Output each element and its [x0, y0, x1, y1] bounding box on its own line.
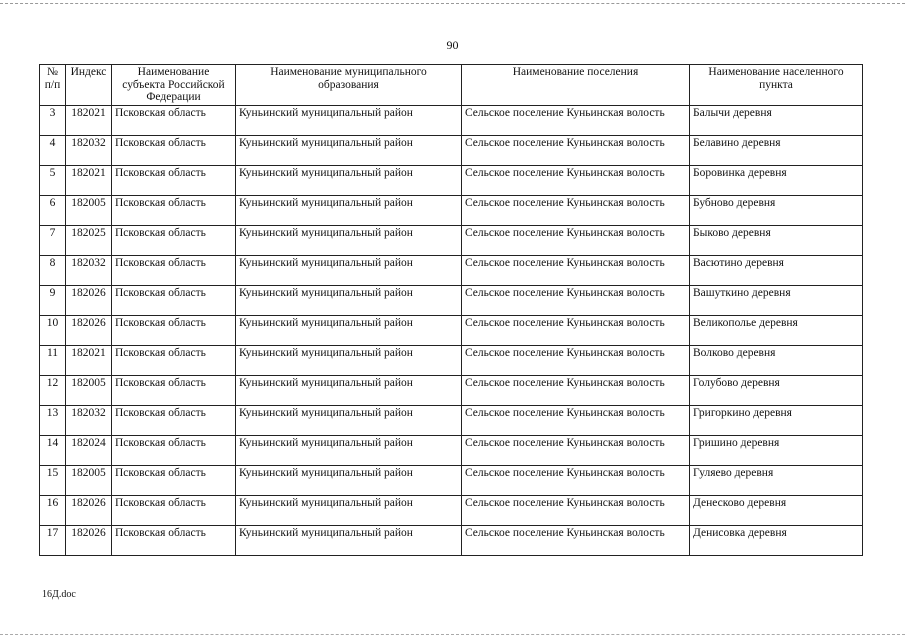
cell-municipality: Куньинский муниципальный район — [236, 316, 462, 346]
cell-subject: Псковская область — [112, 256, 236, 286]
table-row — [40, 406, 863, 436]
cell-number: 11 — [40, 346, 66, 376]
cell-settlement: Сельское поселение Куньинская волость — [462, 106, 690, 136]
table-row — [40, 106, 863, 136]
cell-locality: Голубово деревня — [690, 376, 863, 406]
cell-settlement: Сельское поселение Куньинская волость — [462, 226, 690, 256]
header-locality: Наименование населенного пункта — [690, 65, 863, 106]
table-row — [40, 436, 863, 466]
cell-municipality: Куньинский муниципальный район — [236, 376, 462, 406]
cell-subject: Псковская область — [112, 346, 236, 376]
cell-subject: Псковская область — [112, 286, 236, 316]
cell-number: 3 — [40, 106, 66, 136]
header-number: № п/п — [40, 65, 66, 106]
header-index: Индекс — [66, 65, 112, 106]
table-row — [40, 256, 863, 286]
cell-index: 182024 — [66, 436, 112, 466]
cell-settlement: Сельское поселение Куньинская волость — [462, 376, 690, 406]
cell-municipality: Куньинский муниципальный район — [236, 436, 462, 466]
file-name-footer: 16Д.doc — [42, 589, 76, 600]
cell-index: 182021 — [66, 106, 112, 136]
cell-locality: Боровинка деревня — [690, 166, 863, 196]
cell-index: 182005 — [66, 376, 112, 406]
header-municipality: Наименование муниципального образования — [236, 65, 462, 106]
header-settlement: Наименование поселения — [462, 65, 690, 106]
cell-number: 9 — [40, 286, 66, 316]
table-row — [40, 496, 863, 526]
cell-index: 182032 — [66, 256, 112, 286]
cell-municipality: Куньинский муниципальный район — [236, 166, 462, 196]
cell-settlement: Сельское поселение Куньинская волость — [462, 166, 690, 196]
cell-number: 6 — [40, 196, 66, 226]
table-row — [40, 226, 863, 256]
cell-settlement: Сельское поселение Куньинская волость — [462, 196, 690, 226]
cell-number: 10 — [40, 316, 66, 346]
cell-index: 182026 — [66, 286, 112, 316]
cell-locality: Бубново деревня — [690, 196, 863, 226]
table-row — [40, 286, 863, 316]
cell-settlement: Сельское поселение Куньинская волость — [462, 466, 690, 496]
cell-municipality: Куньинский муниципальный район — [236, 406, 462, 436]
cell-municipality: Куньинский муниципальный район — [236, 346, 462, 376]
cell-index: 182005 — [66, 466, 112, 496]
cell-locality: Великополье деревня — [690, 316, 863, 346]
cell-locality: Гуляево деревня — [690, 466, 863, 496]
table-row — [40, 526, 863, 556]
cell-municipality: Куньинский муниципальный район — [236, 526, 462, 556]
cell-number: 14 — [40, 436, 66, 466]
cell-municipality: Куньинский муниципальный район — [236, 226, 462, 256]
cell-municipality: Куньинский муниципальный район — [236, 496, 462, 526]
cell-settlement: Сельское поселение Куньинская волость — [462, 496, 690, 526]
cell-index: 182026 — [66, 526, 112, 556]
table-row — [40, 316, 863, 346]
cell-subject: Псковская область — [112, 106, 236, 136]
cell-municipality: Куньинский муниципальный район — [236, 136, 462, 166]
cell-locality: Белавино деревня — [690, 136, 863, 166]
cell-locality: Васютино деревня — [690, 256, 863, 286]
cell-number: 4 — [40, 136, 66, 166]
page-number: 90 — [446, 38, 459, 52]
cell-number: 17 — [40, 526, 66, 556]
cell-number: 13 — [40, 406, 66, 436]
cell-index: 182021 — [66, 346, 112, 376]
table-row — [40, 466, 863, 496]
cell-subject: Псковская область — [112, 436, 236, 466]
cell-subject: Псковская область — [112, 136, 236, 166]
cell-settlement: Сельское поселение Куньинская волость — [462, 526, 690, 556]
cell-subject: Псковская область — [112, 226, 236, 256]
cell-settlement: Сельское поселение Куньинская волость — [462, 316, 690, 346]
cell-index: 182026 — [66, 496, 112, 526]
cell-number: 7 — [40, 226, 66, 256]
cell-index: 182026 — [66, 316, 112, 346]
cell-index: 182021 — [66, 166, 112, 196]
cell-locality: Балычи деревня — [690, 106, 863, 136]
cell-subject: Псковская область — [112, 406, 236, 436]
cell-number: 16 — [40, 496, 66, 526]
cell-locality: Денисовка деревня — [690, 526, 863, 556]
cell-number: 5 — [40, 166, 66, 196]
cell-number: 8 — [40, 256, 66, 286]
cell-municipality: Куньинский муниципальный район — [236, 196, 462, 226]
cell-index: 182032 — [66, 406, 112, 436]
header-subject: Наименование субъекта Российской Федерации — [112, 65, 236, 106]
cell-subject: Псковская область — [112, 316, 236, 346]
cell-settlement: Сельское поселение Куньинская волость — [462, 136, 690, 166]
cell-index: 182005 — [66, 196, 112, 226]
table-header-row — [40, 65, 863, 106]
cell-locality: Вашуткино деревня — [690, 286, 863, 316]
cell-subject: Псковская область — [112, 196, 236, 226]
cell-locality: Григоркино деревня — [690, 406, 863, 436]
cell-subject: Псковская область — [112, 466, 236, 496]
cell-locality: Денесково деревня — [690, 496, 863, 526]
cell-settlement: Сельское поселение Куньинская волость — [462, 436, 690, 466]
cell-index: 182032 — [66, 136, 112, 166]
table-row — [40, 136, 863, 166]
cell-settlement: Сельское поселение Куньинская волость — [462, 346, 690, 376]
cell-municipality: Куньинский муниципальный район — [236, 256, 462, 286]
cell-index: 182025 — [66, 226, 112, 256]
table-row — [40, 346, 863, 376]
table-row — [40, 196, 863, 226]
settlements-table — [39, 64, 863, 556]
cell-subject: Псковская область — [112, 496, 236, 526]
cell-settlement: Сельское поселение Куньинская волость — [462, 286, 690, 316]
cell-subject: Псковская область — [112, 526, 236, 556]
cell-locality: Гришино деревня — [690, 436, 863, 466]
cell-number: 12 — [40, 376, 66, 406]
scan-edge-top — [0, 3, 905, 4]
cell-subject: Псковская область — [112, 166, 236, 196]
cell-subject: Псковская область — [112, 376, 236, 406]
cell-settlement: Сельское поселение Куньинская волость — [462, 406, 690, 436]
table-row — [40, 166, 863, 196]
cell-locality: Волково деревня — [690, 346, 863, 376]
cell-locality: Быково деревня — [690, 226, 863, 256]
cell-municipality: Куньинский муниципальный район — [236, 286, 462, 316]
cell-municipality: Куньинский муниципальный район — [236, 466, 462, 496]
cell-number: 15 — [40, 466, 66, 496]
cell-settlement: Сельское поселение Куньинская волость — [462, 256, 690, 286]
scan-edge-bottom — [0, 634, 905, 635]
table-row — [40, 376, 863, 406]
cell-municipality: Куньинский муниципальный район — [236, 106, 462, 136]
